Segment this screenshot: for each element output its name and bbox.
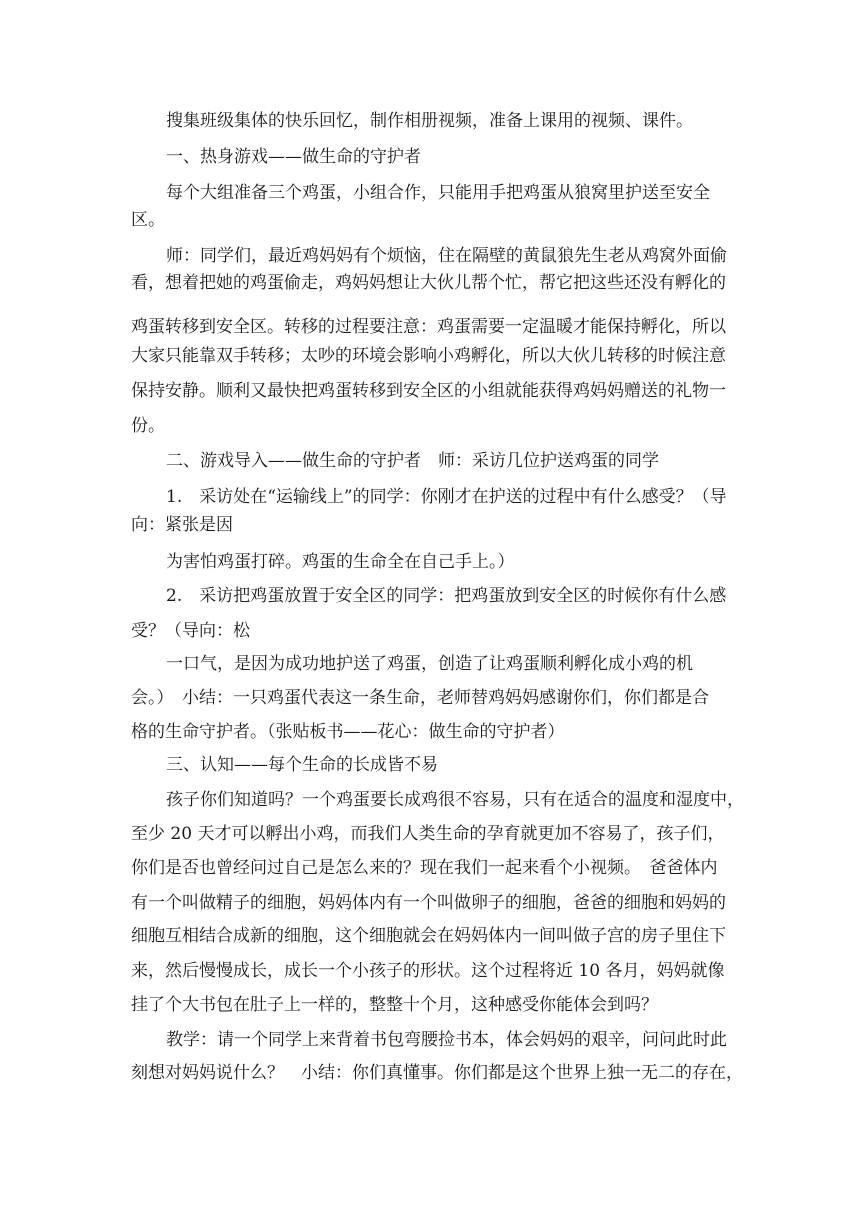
text-line: 搜集班级集体的快乐回忆，制作相册视频，准备上课用的视频、课件。 [166, 111, 693, 131]
text-line: 细胞互相结合成新的细胞，这个细胞就会在妈妈体内一间叫做子宫的房子里住下 [131, 926, 726, 946]
text-line: 师：同学们，最近鸡妈妈有个烦恼，住在隔壁的黄鼠狼先生老从鸡窝外面偷 [166, 246, 727, 266]
text-line: 1. 采访处在“运输线上”的同学：你刚才在护送的过程中有什么感受？（导 [166, 487, 727, 507]
text-line: 看，想着把她的鸡蛋偷走，鸡妈妈想让大伙儿帮个忙，帮它把这些还没有孵化的 [131, 273, 726, 293]
text-line: 一口气，是因为成功地护送了鸡蛋，创造了让鸡蛋顺利孵化成小鸡的机 [166, 654, 693, 674]
text-line: 区。 [131, 210, 165, 230]
text-line: 至少 20 天才可以孵出小鸡，而我们人类生命的孕育就更加不容易了，孩子们， [131, 824, 725, 844]
text-line: 每个大组准备三个鸡蛋，小组合作，只能用手把鸡蛋从狼窝里护送至安全 [166, 183, 710, 203]
text-line: 为害怕鸡蛋打碎。鸡蛋的生命全在自己手上。） [166, 552, 515, 572]
text-line: 教学：请一个同学上来背着书包弯腰捡书本，体会妈妈的艰辛，问问此时此 [166, 1030, 727, 1050]
text-line: 有一个叫做精子的细胞，妈妈体内有一个叫做卵子的细胞，爸爸的细胞和妈妈的 [131, 893, 726, 913]
text-line: 来，然后慢慢成长，成长一个小孩子的形状。这个过程将近 10 各月，妈妈就像 [131, 961, 725, 981]
text-line: 你们是否也曾经问过自己是怎么来的？现在我们一起来看个小视频。 爸爸体内 [131, 858, 718, 878]
text-line: 挂了个大书包在肚子上一样的，整整十个月，这种感受你能体会到吗？ [131, 995, 658, 1015]
text-line: 鸡蛋转移到安全区。转移的过程要注意：鸡蛋需要一定温暖才能保持孵化，所以 [131, 317, 726, 337]
section-heading: 三、认知——每个生命的长成皆不易 [166, 755, 438, 775]
text-line: 格的生命守护者。（张贴板书——花心：做生命的守护者） [131, 722, 565, 742]
text-line: 会。） 小结：一只鸡蛋代表这一条生命，老师替鸡妈妈感谢你们，你们都是合 [131, 688, 709, 708]
text-line: 2. 采访把鸡蛋放置于安全区的同学：把鸡蛋放到安全区的时候你有什么感 [166, 586, 727, 606]
text-line: 孩子你们知道吗？一个鸡蛋要长成鸡很不容易，只有在适合的温度和湿度中， [166, 790, 744, 810]
section-heading: 一、热身游戏——做生命的守护者 [166, 147, 421, 167]
text-line: 刻想对妈妈说什么？ 小结：你们真懂事。你们都是这个世界上独一无二的存在， [131, 1063, 743, 1083]
text-line: 大家只能靠双手转移；太吵的环境会影响小鸡孵化，所以大伙儿转移的时候注意 [131, 346, 726, 366]
section-heading: 二、游戏导入——做生命的守护者 师：采访几位护送鸡蛋的同学 [166, 451, 659, 471]
text-line: 保持安静。顺利又最快把鸡蛋转移到安全区的小组就能获得鸡妈妈赠送的礼物一 [131, 381, 726, 401]
text-line: 向：紧张是因 [131, 515, 233, 535]
text-line: 受？（导向：松 [131, 621, 250, 641]
text-line: 份。 [131, 416, 165, 436]
